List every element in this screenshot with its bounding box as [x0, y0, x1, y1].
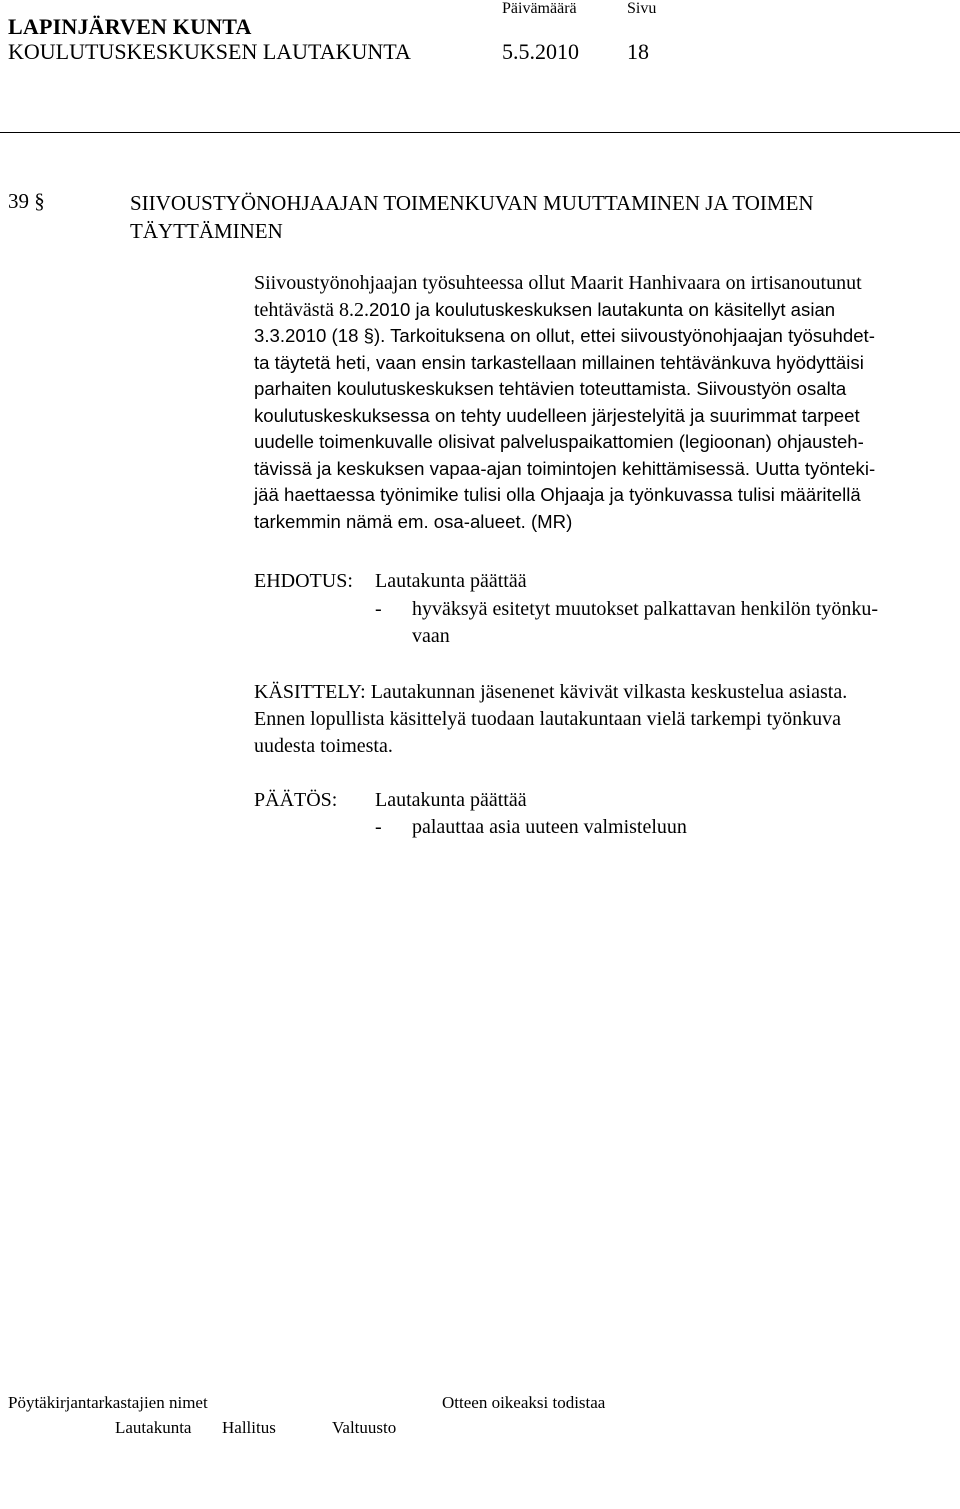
section-number [8, 189, 45, 214]
body-line [254, 376, 875, 403]
handling-line: Ennen lopullista käsittelyä tuodaan lautakuntaan vielä tarkempi työnkuva [254, 708, 842, 730]
section-sign-icon: § [363, 325, 374, 346]
page-number: 18 [627, 39, 649, 64]
section-title-line: SIIVOUSTYÖNOHJAAJAN TOIMENKUVAN MUUTTAMINEN JA TOIMEN [130, 191, 814, 215]
section-sign-icon: § [34, 189, 45, 213]
body-line: ta täytetä heti, vaan ensin tarkastellaan millainen tehtävänkuva hyödyttäisi [254, 351, 864, 373]
body-line: tarkemmin nämä em. osa-alueet. (MR) [254, 510, 573, 532]
section-number-value: 39 [8, 189, 29, 213]
date-label: Päivämäärä [502, 0, 577, 17]
proposal-text: Lautakunta päättää [375, 570, 527, 592]
body-fragment: Siivoustyön osalta [691, 378, 847, 399]
section-title-line: TÄYTTÄMINEN [130, 219, 283, 243]
body-line: Siivoustyönohjaajan työsuhteessa ollut Maarit Hanhivaara on irtisanoutunut [254, 272, 862, 294]
body-line [254, 297, 875, 324]
body-line: koulutuskeskuksessa on tehty uudelleen järjestelyitä ja suurimmat tarpeet [254, 404, 860, 426]
section-title [130, 189, 910, 245]
footer-valtuusto: Valtuusto [332, 1418, 397, 1437]
header-divider [0, 132, 960, 133]
page-label: Sivu [627, 0, 657, 17]
body-fragment: Tarkoituksena on ollut, ettei siivoustyönohjaajan työsuhdet- [385, 325, 875, 346]
proposal-item-continued: vaan [412, 625, 450, 647]
body-fragment: tehtävästä 8.2. [254, 298, 369, 321]
board-name: KOULUTUSKESKUKSEN LAUTAKUNTA [8, 39, 411, 64]
body-fragment: parhaiten koulutuskeskuksen tehtävien toteuttamista. [254, 378, 692, 399]
proposal-label: EHDOTUS: [254, 570, 353, 592]
case-description [254, 270, 875, 535]
body-line: uudelle toimenkuvalle olisivat palveluspaikattomien (legioonan) ohjausteh- [254, 431, 864, 452]
proposal-item: hyväksyä esitetyt muutokset palkattavan henkilön työnku- [412, 598, 879, 620]
certified-label: Otteen oikeaksi todistaa [442, 1393, 606, 1412]
footer-hallitus: Hallitus [222, 1418, 276, 1437]
body-line [254, 323, 875, 350]
body-fragment: Uutta työnteki- [750, 457, 876, 479]
handling-text [254, 679, 847, 760]
body-fragment: 3.3.2010 (18 §). [254, 325, 386, 346]
meeting-date: 5.5.2010 [502, 39, 579, 64]
handling-line: KÄSITTELY: Lautakunnan jäsenenet kävivät vilkasta keskustelua asiasta. [254, 681, 848, 703]
body-fragment: tävissä ja keskuksen vapaa-ajan toimintojen kehittämisessä. [254, 457, 751, 479]
reviewers-label: Pöytäkirjantarkastajien nimet [8, 1393, 208, 1412]
body-line: jää haettaessa työnimike tulisi olla Ohjaaja ja työnkuvassa tulisi määritellä [254, 484, 861, 505]
organization-name: LAPINJÄRVEN KUNTA [8, 14, 252, 39]
decision-item: palauttaa asia uuteen valmisteluun [412, 816, 687, 838]
proposal-dash: - [375, 598, 382, 620]
body-line [254, 456, 875, 483]
decision-label: PÄÄTÖS: [254, 789, 338, 811]
handling-line: uudesta toimesta. [254, 735, 393, 757]
decision-text: Lautakunta päättää [375, 789, 527, 811]
decision-dash: - [375, 816, 382, 838]
footer-lautakunta: Lautakunta [115, 1418, 192, 1437]
body-fragment: 2010 ja koulutuskeskuksen lautakunta on käsitellyt asian [368, 298, 836, 320]
